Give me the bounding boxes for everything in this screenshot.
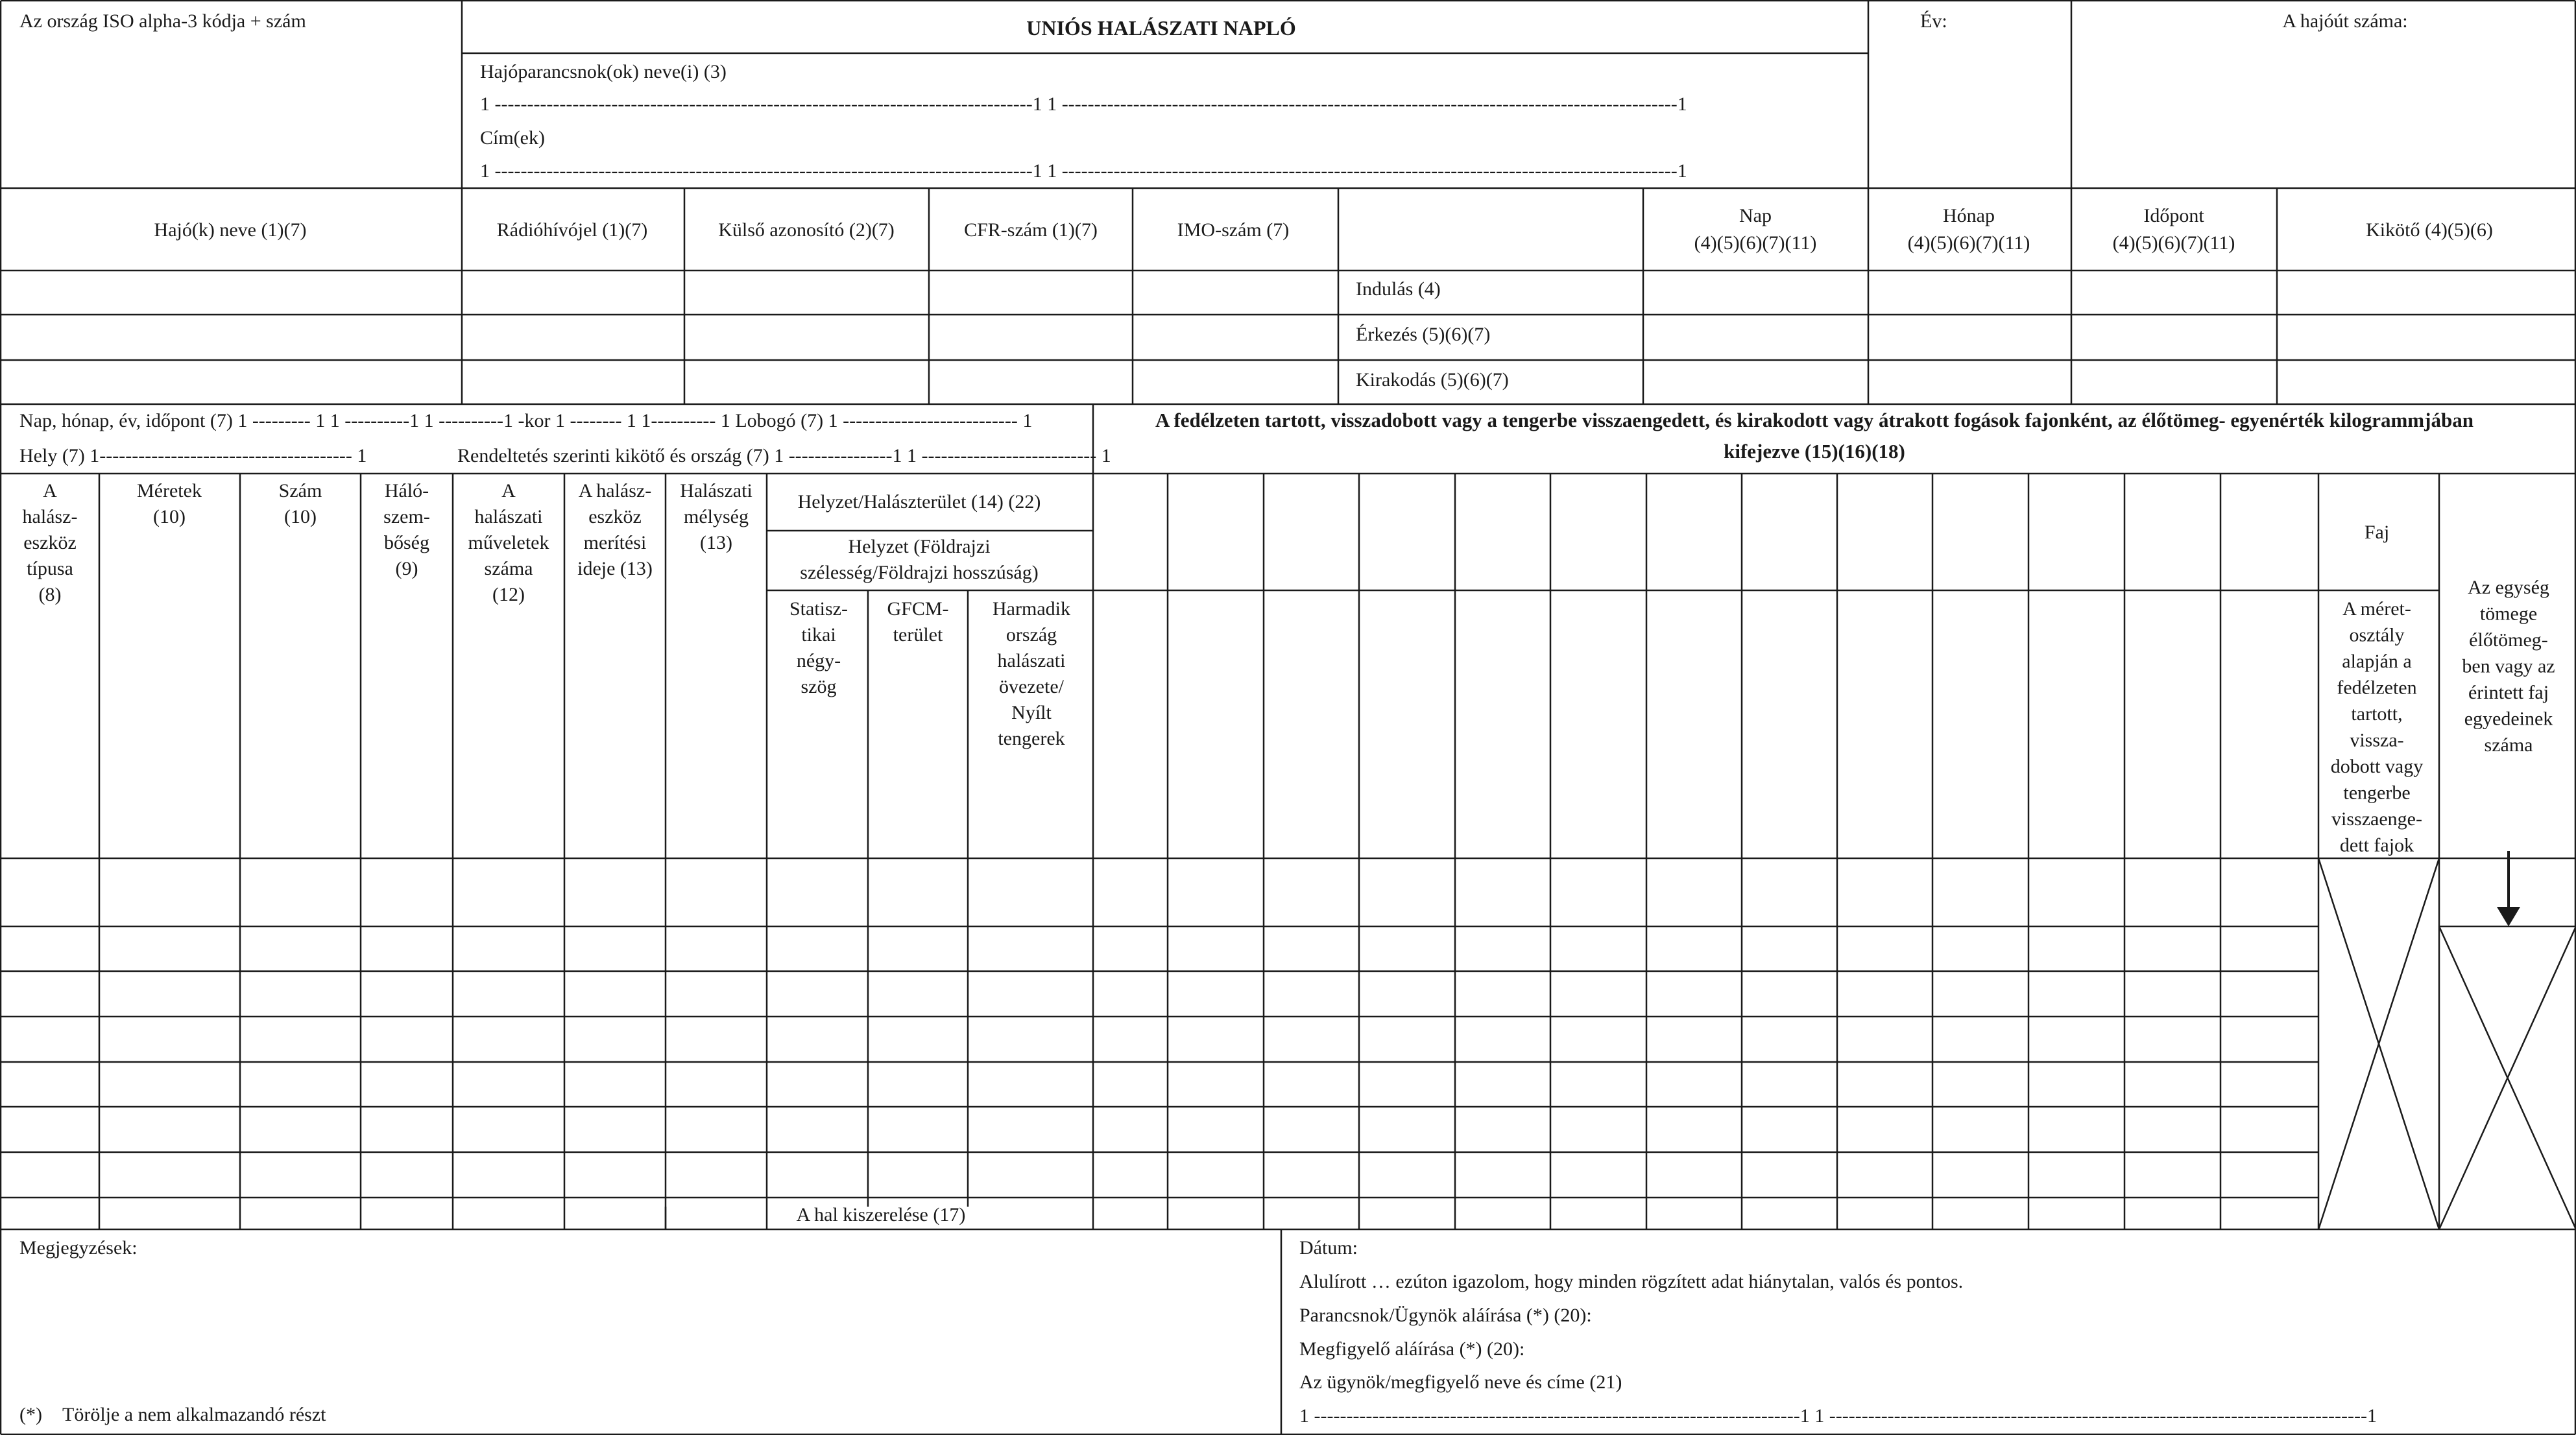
header-line: alapján a <box>2342 651 2412 672</box>
agent-name-line: 1 ---------------------------------------------------------------------------1 1 -----------------------------------------------------------------------------------1 <box>1299 1405 2377 1427</box>
unloading-row-label: Kirakodás (5)(6)(7) <box>1356 369 1509 391</box>
agent-name-label: Az ügynök/megfigyelő neve és címe (21) <box>1299 1371 1622 1393</box>
address-label: Cím(ek) <box>480 127 545 149</box>
header-line: A méret- <box>2342 598 2411 620</box>
destination-port-line: Rendeltetés szerinti kikötő és ország (7) 1 ----------------1 1 --------------------------- 1 <box>457 445 1111 466</box>
header-line: (9) <box>395 558 418 579</box>
operations-header <box>468 480 549 605</box>
master-names-label: Hajóparancsnok(ok) neve(i) (3) <box>480 61 727 82</box>
location-line: Hely (7) 1--------------------------------------- 1 <box>19 445 367 466</box>
time-header-notes: (4)(5)(6)(7)(11) <box>2112 232 2235 254</box>
external-id-header: Külső azonosító (2)(7) <box>718 219 895 241</box>
catch-heading-notes: kifejezve (15)(16)(18) <box>1724 440 1905 463</box>
header-line: GFCM- <box>887 598 949 620</box>
form-title: UNIÓS HALÁSZATI NAPLÓ <box>1026 16 1296 40</box>
header-line: (10) <box>284 506 317 527</box>
header-line: (12) <box>492 584 525 605</box>
header-line: Helyzet (Földrajzi <box>848 536 991 557</box>
unit-weight-header <box>2462 577 2555 756</box>
trip-number-label: A hajóút száma: <box>2282 10 2408 32</box>
header-line: dobott vagy <box>2330 756 2424 777</box>
header-line: fedélzeten <box>2337 677 2417 699</box>
header-line: száma <box>2484 734 2533 756</box>
fishing-date-line: Nap, hónap, év, időpont (7) 1 --------- 1 1 ----------1 1 ----------1 -kor 1 -------- 1 1---------- 1 Lobogó (7) 1 --------------------------- 1 <box>19 410 1033 431</box>
soaking-time-header <box>577 480 653 579</box>
header-line: ország <box>1005 624 1057 645</box>
header-line: száma <box>484 558 533 579</box>
size-class-species-header <box>2331 598 2424 856</box>
header-line: ideje (13) <box>577 558 653 579</box>
arrival-row-label: Érkezés (5)(6)(7) <box>1356 324 1491 345</box>
header-line: osztály <box>2349 624 2405 646</box>
header-line: Az egység <box>2468 577 2549 598</box>
header-line: halász- <box>22 506 78 527</box>
header-line: A <box>501 480 516 501</box>
depth-header <box>680 480 752 553</box>
imo-header: IMO-szám (7) <box>1177 219 1290 241</box>
down-arrow-icon <box>2497 851 2520 926</box>
header-line: egyedeinek <box>2464 708 2553 730</box>
header-line: tengerek <box>998 728 1065 749</box>
radio-call-sign-header: Rádióhívójel (1)(7) <box>496 219 648 241</box>
third-country-zone-header <box>993 598 1070 749</box>
header-line: négy- <box>796 650 841 671</box>
remarks-label: Megjegyzések: <box>19 1237 138 1259</box>
header-line: Statisz- <box>789 598 848 620</box>
header-line: Háló- <box>384 480 429 501</box>
species-header: Faj <box>2364 522 2390 543</box>
header-line: övezete/ <box>999 676 1064 697</box>
gfcm-area-header <box>887 598 948 645</box>
position-area-header: Helyzet/Halászterület (14) (22) <box>797 491 1041 512</box>
header-line: műveletek <box>468 532 549 553</box>
footnote-text: Törölje a nem alkalmazandó részt <box>62 1404 326 1425</box>
dimensions-header <box>137 480 202 527</box>
day-header-notes: (4)(5)(6)(7)(11) <box>1694 232 1817 254</box>
header-line: Méretek <box>137 480 202 501</box>
footnote-mark: (*) <box>19 1404 42 1425</box>
header-line: Nyílt <box>1011 702 1052 723</box>
header-line: szem- <box>383 506 430 527</box>
port-header: Kikötő (4)(5)(6) <box>2366 219 2493 241</box>
header-line: eszköz <box>588 506 642 527</box>
header-line: mélység <box>684 506 749 527</box>
header-line: visszaenge- <box>2331 808 2422 830</box>
month-header: Hónap <box>1943 205 1995 226</box>
header-line: dett fajok <box>2339 834 2414 856</box>
header-line: tengerbe <box>2343 782 2411 804</box>
number-header <box>279 480 322 527</box>
catch-heading: A fedélzeten tartott, visszadobott vagy a tengerbe visszaengedett, és kirakodott vagy átrakott fogások fajonként, az élőtömeg- egyenérték kilogrammjában <box>1155 409 2474 431</box>
header-line: tömege <box>2479 603 2538 625</box>
header-line: tikai <box>801 624 836 645</box>
year-label: Év: <box>1920 10 1947 32</box>
header-line: Harmadik <box>993 598 1070 620</box>
header-line: (13) <box>700 532 732 553</box>
header-line: halászati <box>997 650 1066 671</box>
fish-presentation-label: A hal kiszerelése (17) <box>796 1204 966 1225</box>
header-line: típusa <box>27 558 73 579</box>
master-signature-label: Parancsnok/Ügynök aláírása (*) (20): <box>1299 1305 1592 1326</box>
header-line: A <box>43 480 57 501</box>
position-latlon-header <box>800 536 1038 583</box>
day-header: Nap <box>1739 205 1772 226</box>
cfr-header: CFR-szám (1)(7) <box>964 219 1098 241</box>
header-line: bőség <box>384 532 429 553</box>
date-label: Dátum: <box>1299 1237 1358 1259</box>
gear-type-header <box>23 480 78 605</box>
statistical-rectangle-header <box>789 598 848 697</box>
header-line: szélesség/Földrajzi hosszúság) <box>800 562 1039 583</box>
header-line: Halászati <box>680 480 752 501</box>
header-line: merítési <box>583 532 647 553</box>
header-line: (10) <box>153 506 186 527</box>
master-names-line: 1 -----------------------------------------------------------------------------------1 1 -----------------------------------------------------------------------------------------------1 <box>480 93 1687 115</box>
header-line: vissza- <box>2350 729 2404 751</box>
certification-text: Alulírott … ezúton igazolom, hogy minden rögzített adat hiánytalan, valós és pontos. <box>1299 1271 1964 1292</box>
departure-row-label: Indulás (4) <box>1356 278 1441 300</box>
header-line: ben vagy az <box>2462 655 2555 677</box>
vessel-name-header: Hajó(k) neve (1)(7) <box>154 219 307 241</box>
header-line: szög <box>800 676 837 697</box>
header-line: halászati <box>474 506 543 527</box>
address-line: 1 -----------------------------------------------------------------------------------1 1 -----------------------------------------------------------------------------------------------1 <box>480 160 1687 182</box>
header-line: terület <box>893 624 943 645</box>
header-line: (8) <box>38 584 62 605</box>
header-line: élőtömeg- <box>2469 629 2548 651</box>
country-code-label: Az ország ISO alpha-3 kódja + szám <box>19 10 306 32</box>
header-line: A halász- <box>578 480 652 501</box>
header-line: érintett faj <box>2468 682 2549 703</box>
header-line: eszköz <box>23 532 77 553</box>
header-line: Szám <box>278 480 322 501</box>
month-header-notes: (4)(5)(6)(7)(11) <box>1907 232 2030 254</box>
header-line: tartott, <box>2351 703 2403 725</box>
observer-signature-label: Megfigyelő aláírása (*) (20): <box>1299 1338 1525 1360</box>
time-header: Időpont <box>2143 205 2204 226</box>
mesh-size-header <box>383 480 430 579</box>
